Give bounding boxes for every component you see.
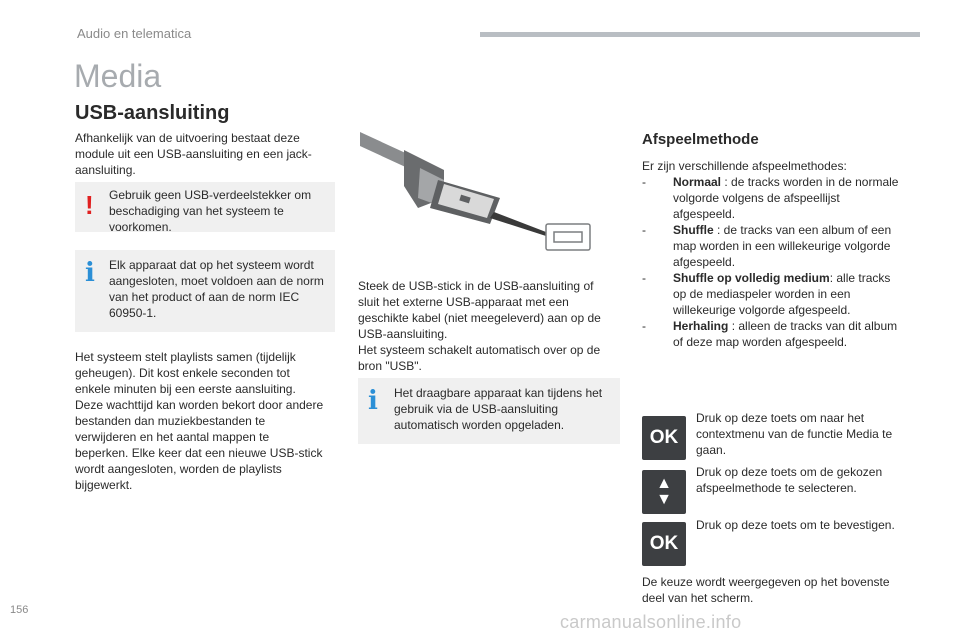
warning-icon: !: [85, 190, 94, 220]
list-dash: -: [642, 175, 646, 189]
display-note: De keuze wordt weergegeven op het bovenste deel van het scherm.: [642, 575, 890, 605]
ok-context-text: Druk op deze toets om naar het contextmenu van de functie Media te gaan.: [696, 411, 893, 457]
playback-modes-list: [642, 174, 902, 350]
auto-switch-text: Het systeem schakelt automatisch over op de bron "USB".: [358, 343, 601, 373]
info-text: Elk apparaat dat op het systeem wordt aangesloten, moet voldoen aan de norm van het product of aan de norm IEC 60950-1.: [109, 258, 324, 320]
header-bar: [480, 32, 920, 37]
playback-mode-title: Afspeelmethode: [642, 131, 759, 148]
charging-note: [358, 378, 620, 444]
mode-desc: : alleen de tracks van dit album of deze map worden afgespeeld.: [673, 319, 898, 349]
intro-paragraph: Afhankelijk van de uitvoering bestaat deze module uit een USB-aansluiting en een jack-aansluiting.: [75, 131, 312, 177]
select-mode-text: Druk op deze toets om de gekozen afspeelmethode te selecteren.: [696, 465, 883, 495]
list-dash: -: [642, 271, 646, 285]
mode-shuffle-all: [642, 270, 902, 318]
ok-button-confirm[interactable]: OK: [642, 522, 686, 566]
mode-name: Shuffle: [673, 223, 714, 237]
ok-button-context[interactable]: OK: [642, 416, 686, 460]
warning-text: Gebruik geen USB-verdeelstekker om beschadiging van het systeem te voorkomen.: [109, 188, 312, 234]
playlist-paragraph: Het systeem stelt playlists samen (tijdelijk geheugen). Dit kost enkele seconden tot enkele minuten bij een eerste aansluiting. Deze wachttijd kan worden bekort door andere bestanden dan muziekbestanden te verwijderen en het aantal mappen te beperken. Elke keer dat een nieuwe USB-stick wordt aangesloten, worden de playlists bijgewerkt.: [75, 350, 324, 492]
confirm-text: Druk op deze toets om te bevestigen.: [696, 518, 895, 532]
section-header: Audio en telematica: [77, 26, 192, 41]
arrow-down-icon: ▼: [656, 491, 672, 508]
up-down-button[interactable]: [642, 470, 686, 514]
warning-note: [75, 182, 335, 232]
mode-name: Normaal: [673, 175, 722, 189]
mode-name: Shuffle op volledig medium: [673, 271, 830, 285]
insert-instructions-text: Steek de USB-stick in de USB-aansluiting of sluit het externe USB-apparaat met een geschikte kabel (niet meegeleverd) aan op de USB-aansluiting.: [358, 279, 601, 341]
watermark: carmanualsonline.info: [560, 612, 742, 632]
info-icon: i: [85, 258, 95, 288]
list-dash: -: [642, 223, 646, 237]
playback-intro: Er zijn verschillende afspeelmethodes:: [642, 159, 847, 173]
usb-pointer: [490, 212, 546, 236]
info-note: [75, 250, 335, 332]
mode-name: Herhaling: [673, 319, 729, 333]
page-number: 156: [10, 604, 29, 616]
mode-desc: : alle tracks op de mediaspeler worden in een willekeurige volgorde afgespeeld.: [673, 271, 891, 317]
mode-desc: : de tracks worden in de normale volgorde volgens de afspeellijst afgespeeld.: [673, 175, 899, 221]
mode-shuffle: [642, 222, 902, 270]
page-title: Media: [74, 58, 162, 94]
info-icon: i: [368, 386, 378, 416]
usb-port-slot: [554, 232, 582, 242]
list-dash: -: [642, 319, 646, 333]
charging-text: Het draagbare apparaat kan tijdens het gebruik via de USB-aansluiting automatisch worden opgeladen.: [394, 386, 603, 432]
arrow-up-icon: ▲: [656, 475, 672, 492]
mode-desc: : de tracks van een album of een map worden in een willekeurige volgorde afgespeeld.: [673, 223, 892, 269]
mode-normal: [642, 174, 902, 222]
section-title: USB-aansluiting: [75, 102, 230, 124]
usb-illustration: [360, 128, 600, 253]
insert-instructions: [358, 278, 613, 374]
mode-repeat: [642, 318, 902, 350]
